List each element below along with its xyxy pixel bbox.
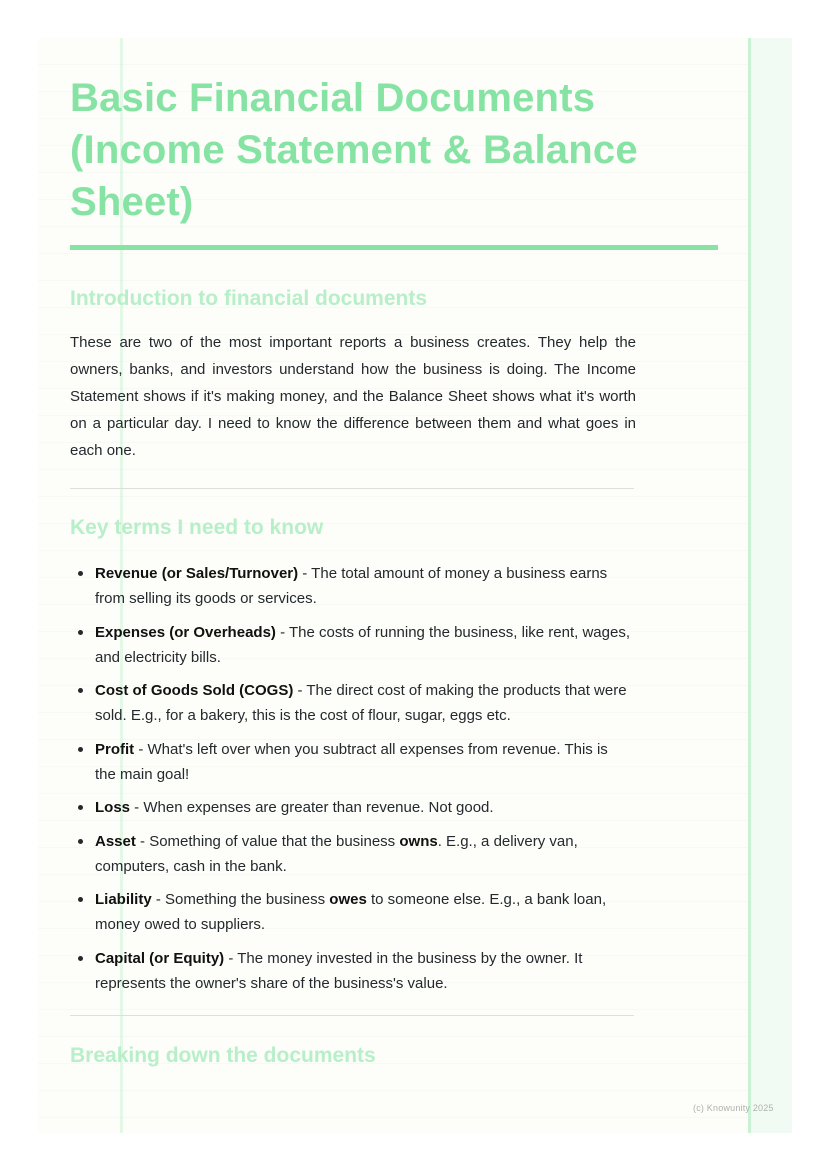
term-label: Loss [95, 799, 131, 816]
heading-key-terms: Key terms I need to know [70, 516, 324, 539]
term-definition-part: - Something of value that the business [135, 832, 400, 850]
term-label: Profit [95, 740, 135, 758]
list-item [70, 795, 630, 820]
term-emphasis: owns [399, 832, 438, 850]
list-item [70, 946, 630, 996]
bullet-icon [78, 956, 83, 961]
intro-paragraph: These are two of the most important reports a business creates. They help the owners, banks, and investors understand how the business is doing. The Income Statement shows if it's making money, and the Balance Sheet shows what it's worth on a particular day. I need to know the difference between them and what goes in each one. [70, 334, 636, 459]
term-definition: - The money invested in the business by the owner. It represents the owner's share of the business's value. [95, 949, 583, 992]
bullet-icon [78, 688, 83, 693]
list-item [70, 829, 630, 879]
key-terms-list [70, 561, 630, 996]
term-definition: - The costs of running the business, like rent, wages, and electricity bills. [95, 623, 630, 666]
heading-breaking-down: Breaking down the documents [70, 1043, 376, 1067]
bullet-icon [78, 747, 83, 752]
term-label: Liability [95, 891, 152, 908]
term-definition: - The direct cost of making the products that were sold. E.g., for a bakery, this is the cost of flour, sugar, eggs etc. [95, 682, 627, 724]
heading-introduction: Introduction to financial documents [70, 287, 427, 310]
term-label: Expenses (or Overheads) [95, 623, 276, 641]
page-title: Basic Financial Documents (Income Statement & Balance Sheet) [70, 76, 638, 224]
section-divider [70, 488, 634, 489]
copyright-footer: (c) Knowunity 2025 [693, 1103, 774, 1113]
bullet-icon [78, 571, 83, 576]
term-definition: - The total amount of money a business earns from selling its goods or services. [95, 565, 608, 607]
list-item [70, 678, 630, 728]
term-definition: - What's left over when you subtract all expenses from revenue. This is the main goal! [95, 740, 608, 783]
term-label: Asset [95, 832, 136, 850]
term-label: Capital (or Equity) [95, 949, 225, 967]
term-definition-part: . E.g., a delivery van, computers, cash in the bank. [95, 832, 578, 875]
title-underline [70, 245, 718, 250]
term-label: Revenue (or Sales/Turnover) [95, 565, 299, 582]
bullet-icon [78, 630, 83, 635]
bullet-icon [78, 839, 83, 844]
list-item [70, 561, 630, 611]
section-divider [70, 1015, 634, 1016]
term-emphasis: owes [329, 891, 367, 908]
side-strip [748, 38, 792, 1133]
term-definition: - When expenses are greater than revenue. Not good. [130, 799, 494, 816]
list-item [70, 887, 630, 937]
bullet-icon [78, 805, 83, 810]
term-definition-part: - Something the business [151, 891, 330, 908]
list-item [70, 620, 630, 670]
term-label: Cost of Goods Sold (COGS) [95, 682, 294, 699]
list-item [70, 737, 630, 787]
document-content [70, 72, 718, 1070]
bullet-icon [78, 897, 83, 902]
term-definition-part: to someone else. E.g., a bank loan, money owed to suppliers. [95, 891, 607, 933]
